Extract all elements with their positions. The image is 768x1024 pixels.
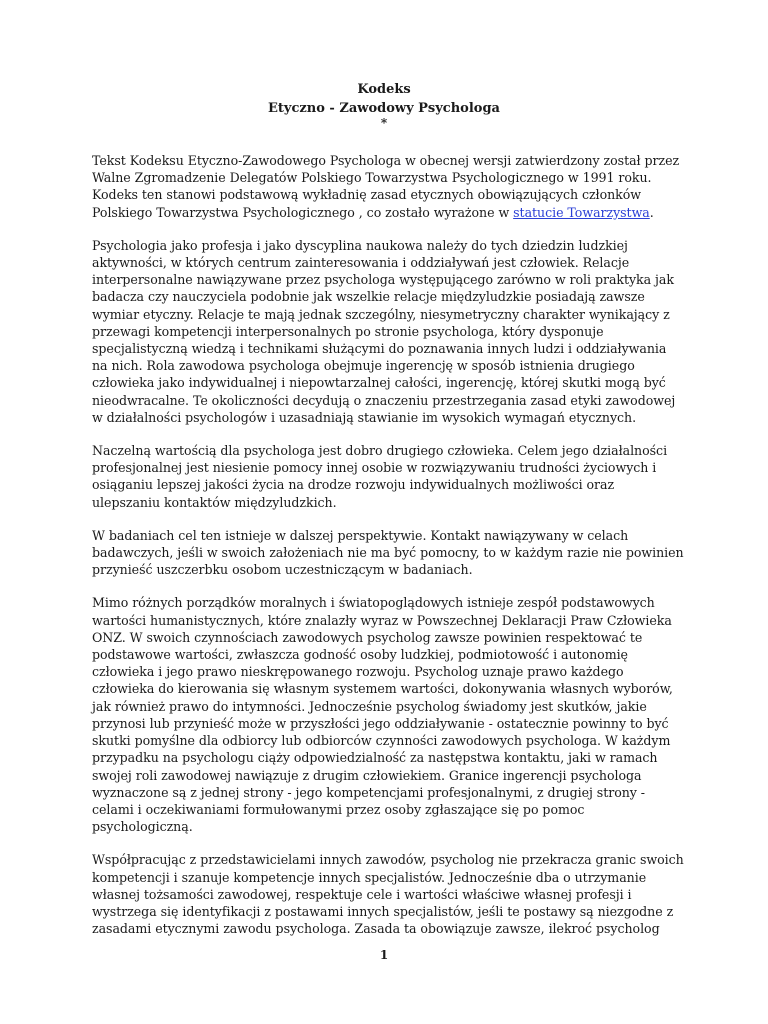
- paragraph-intro-end: .: [649, 204, 654, 220]
- statute-link[interactable]: statucie Towarzystwa: [513, 204, 650, 220]
- document-body: [92, 152, 684, 953]
- page-number: 1: [379, 948, 389, 962]
- document-header: [0, 80, 768, 128]
- paragraph: Mimo różnych porządków moralnych i światopoglądowych istnieje zespół podstawowych wartości humanistycznych, które znalazły wyraz w Powszechnej Deklaracji Praw Człowieka ONZ. W swoich czynnościach zawodowych psycholog zawsze powinien respektować te podstawowe wartości, zwłaszcza godność osoby ludzkiej, podmiotowość i autonomię człowieka i jego prawo nieskrępowanego rozwoju. Psycholog uznaje prawo każdego człowieka do kierowania się własnym systemem wartości, dokonywania własnych wyborów, jak również prawo do intymności. Jednocześnie psycholog świadomy jest skutków, jakie przynosi lub przynieść może w przyszłości jego oddziaływanie - ostatecznie powinny to być skutki pomyślne dla odbiorcy lub odbiorców czynności zawodowych psychologa. W każdym przypadku na psychologu ciąży odpowiedzialność za następstwa kontaktu, jaki w ramach swojej roli zawodowej nawiązuje z drugim człowiekiem. Granice ingerencji psychologa wyznaczone są z jednej strony - jego kompetencjami profesjonalnymi, z drugiej strony - celami i oczekiwaniami formułowanymi przez osoby zgłaszające się po pomoc psychologiczną.: [92, 595, 673, 835]
- paragraph: Psychologia jako profesja i jako dyscyplina naukowa należy do tych dziedzin ludzkiej aktywności, w których centrum zainteresowania i oddziaływań jest człowiek. Relacje interpersonalne nawiązywane przez psychologa występującego zarówno w roli praktyka jak badacza czy nauczyciela podobnie jak wszelkie relacje międzyludzkie posiadają zawsze wymiar etyczny. Relacje te mają jednak szczególny, niesymetryczny charakter wynikający z przewagi kompetencji interpersonalnych po stronie psychologa, który dysponuje specjalistyczną wiedzą i technikami służącymi do poznawania innych ludzi i oddziaływania na nich. Rola zawodowa psychologa obejmuje ingerencję w sposób istnienia drugiego człowieka jako indywidualnej i niepowtarzalnej całości, ingerencję, której skutki mogą być nieodwracalne. Te okoliczności decydują o znaczeniu przestrzegania zasad etyki zawodowej w działalności psychologów i uzasadniają stawianie im wysokich wymagań etycznych.: [92, 237, 676, 425]
- paragraph-intro-text: Tekst Kodeksu Etyczno-Zawodowego Psychologa w obecnej wersji zatwierdzony został przez Walne Zgromadzenie Delegatów Polskiego Towarzystwa Psychologicznego w 1991 roku. Kodeks ten stanowi podstawową wykładnię zasad etycznych obowiązujących członków Polskiego Towarzystwa Psychologicznego , co zostało wyrażone w: [92, 153, 680, 220]
- document-title: Kodeks: [357, 82, 411, 97]
- paragraph: W badaniach cel ten istnieje w dalszej perspektywie. Kontakt nawiązywany w celach badawczych, jeśli w swoich założeniach nie ma być pomocny, to w każdym razie nie powinien przynieść uszczerbku osobom uczestniczącym w badaniach.: [92, 527, 684, 578]
- document-subtitle: Etyczno - Zawodowy Psychologa: [268, 101, 500, 116]
- paragraph: Współpracując z przedstawicielami innych zawodów, psycholog nie przekracza granic swoich kompetencji i szanuje kompetencje innych specjalistów. Jednocześnie dba o utrzymanie własnej tożsamości zawodowej, respektuje cele i wartości właściwe własnej profesji i wystrzega się identyfikacji z postawami innych specjalistów, jeśli te postawy są niezgodne z zasadami etycznymi zawodu psychologa. Zasada ta obowiązuje zawsze, ilekroć psycholog: [92, 852, 684, 937]
- paragraph: Naczelną wartością dla psychologa jest dobro drugiego człowieka. Celem jego działalności profesjonalnej jest niesienie pomocy innej osobie w rozwiązywaniu trudności życiowych i osiąganiu lepszej jakości życia na drodze rozwoju indywidualnych możliwości oraz ulepszaniu kontaktów międzyludzkich.: [92, 443, 668, 510]
- footnote-mark: *: [380, 116, 388, 130]
- paragraph-intro: [92, 152, 684, 221]
